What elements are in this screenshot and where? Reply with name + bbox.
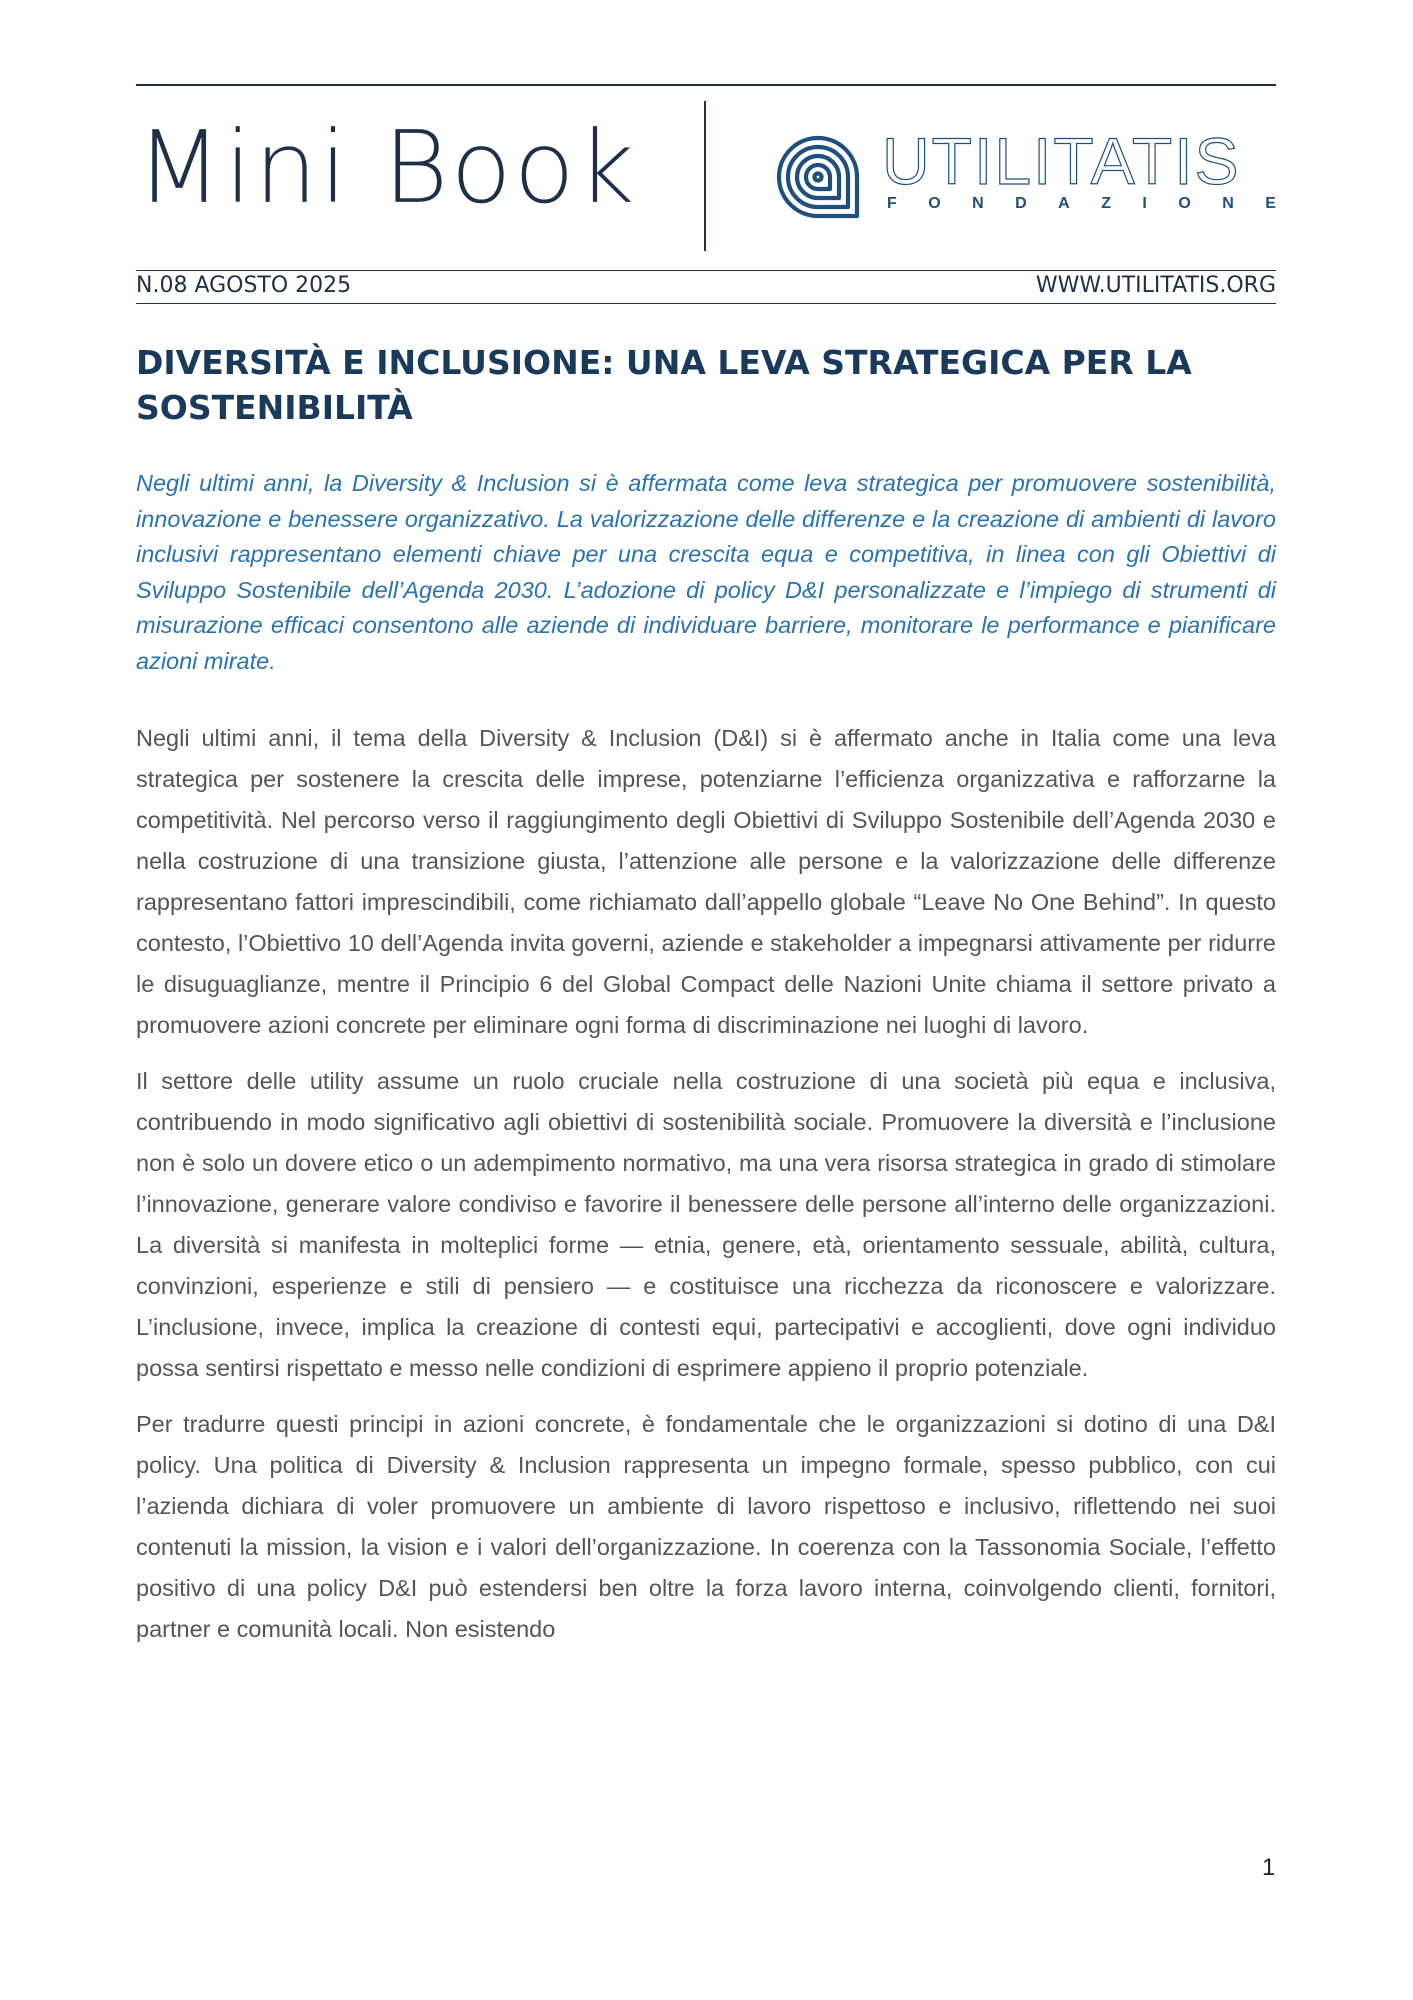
article-abstract: Negli ultimi anni, la Diversity & Inclusion si è affermata come leva strategica per promuovere sostenibilità, innovazione e benessere organizzativo. La valorizzazione delle differenze e la creazione di ambienti di lavoro inclusivi rappresentano elementi chiave per una crescita equa e competitiva, in linea con gli Obiettivi di Sviluppo Sostenibile dell’Agenda 2030. L’adozione di policy D&I personalizzate e l’impiego di strumenti di misurazione efficaci consentono alle aziende di individuare barriere, monitorare le performance e pianificare azioni mirate. [136,470,1276,674]
utilitatis-logo [775,124,1276,220]
logo-subtitle-letter: D [1015,195,1027,212]
issue-info-bar [136,270,1276,304]
logo-subtitle-letter: E [1265,195,1276,212]
logo-subtitle-letter: N [1222,195,1234,212]
website-url: WWW.UTILITATIS.ORG [1035,273,1276,298]
masthead [136,96,1276,256]
article-title: DIVERSITÀ E INCLUSIONE: UNA LEVA STRATEGICA PER LA SOSTENIBILITÀ [136,343,1192,427]
series-title: Mini Book [136,109,637,226]
issue-number: N.08 AGOSTO 2025 [136,273,352,298]
body-paragraph: Negli ultimi anni, il tema della Diversity & Inclusion (D&I) si è affermato anche in Italia come una leva strategica per sostenere la crescita delle imprese, potenziarne l’efficienza organizzativa e rafforzarne la competitività. Nel percorso verso il raggiungimento degli Obiettivi di Sviluppo Sostenibile dell’Agenda 2030 e nella costruzione di una transizione giusta, l’attenzione alle persone e la valorizzazione delle differenze rappresentano fattori imprescindibili, come richiamato dall’appello globale “Leave No One Behind”. In questo contesto, l’Obiettivo 10 dell’Agenda invita governi, aziende e stakeholder a impegnarsi attivamente per ridurre le disuguaglianze, mentre il Principio 6 del Global Compact delle Nazioni Unite chiama il settore privato a promuovere azioni concrete per eliminare ogni forma di discriminazione nei luoghi di lavoro. [136,725,1276,1038]
logo-subtitle-letter: A [1058,195,1070,212]
logo-subtitle-letter: F [887,195,897,212]
logo-name: UTILITATIS [882,124,1241,198]
masthead-divider [704,101,706,251]
logo-subtitle-letter: N [972,195,984,212]
logo-subtitle-letter: Z [1101,195,1111,212]
logo-subtitle [887,196,1276,212]
logo-subtitle-letter: I [1142,195,1147,212]
logo-subtitle-letter: O [928,195,941,212]
page-number: 1 [1262,1854,1276,1881]
article-body [136,718,1276,1665]
top-rule [136,84,1276,86]
body-paragraph: Per tradurre questi principi in azioni concrete, è fondamentale che le organizzazioni si dotino di una D&I policy. Una politica di Diversity & Inclusion rappresenta un impegno formale, spesso pubblico, con cui l’azienda dichiara di voler promuovere un ambiente di lavoro rispettoso e inclusivo, riflettendo nei suoi contenuti la mission, la vision e i valori dell’organizzazione. In coerenza con la Tassonomia Sociale, l’effetto positivo di una policy D&I può estendersi ben oltre la forza lavoro interna, coinvolgendo clienti, fornitori, partner e comunità locali. Non esistendo [136,1411,1276,1642]
spiral-logo-icon [775,134,861,220]
body-paragraph: Il settore delle utility assume un ruolo cruciale nella costruzione di una società più equa e inclusiva, contribuendo in modo significativo agli obiettivi di sostenibilità sociale. Promuovere la diversità e l’inclusione non è solo un dovere etico o un adempimento normativo, ma una vera risorsa strategica in grado di stimolare l’innovazione, generare valore condiviso e favorire il benessere delle persone all’interno delle organizzazioni. La diversità si manifesta in molteplici forme — etnia, genere, età, orientamento sessuale, abilità, cultura, convinzioni, esperienze e stili di pensiero — e costituisce una ricchezza da riconoscere e valorizzare. L’inclusione, invece, implica la creazione di contesti equi, partecipativi e accoglienti, dove ogni individuo possa sentirsi rispettato e messo nelle condizioni di esprimere appieno il proprio potenziale. [136,1068,1276,1381]
logo-subtitle-letter: O [1178,195,1191,212]
